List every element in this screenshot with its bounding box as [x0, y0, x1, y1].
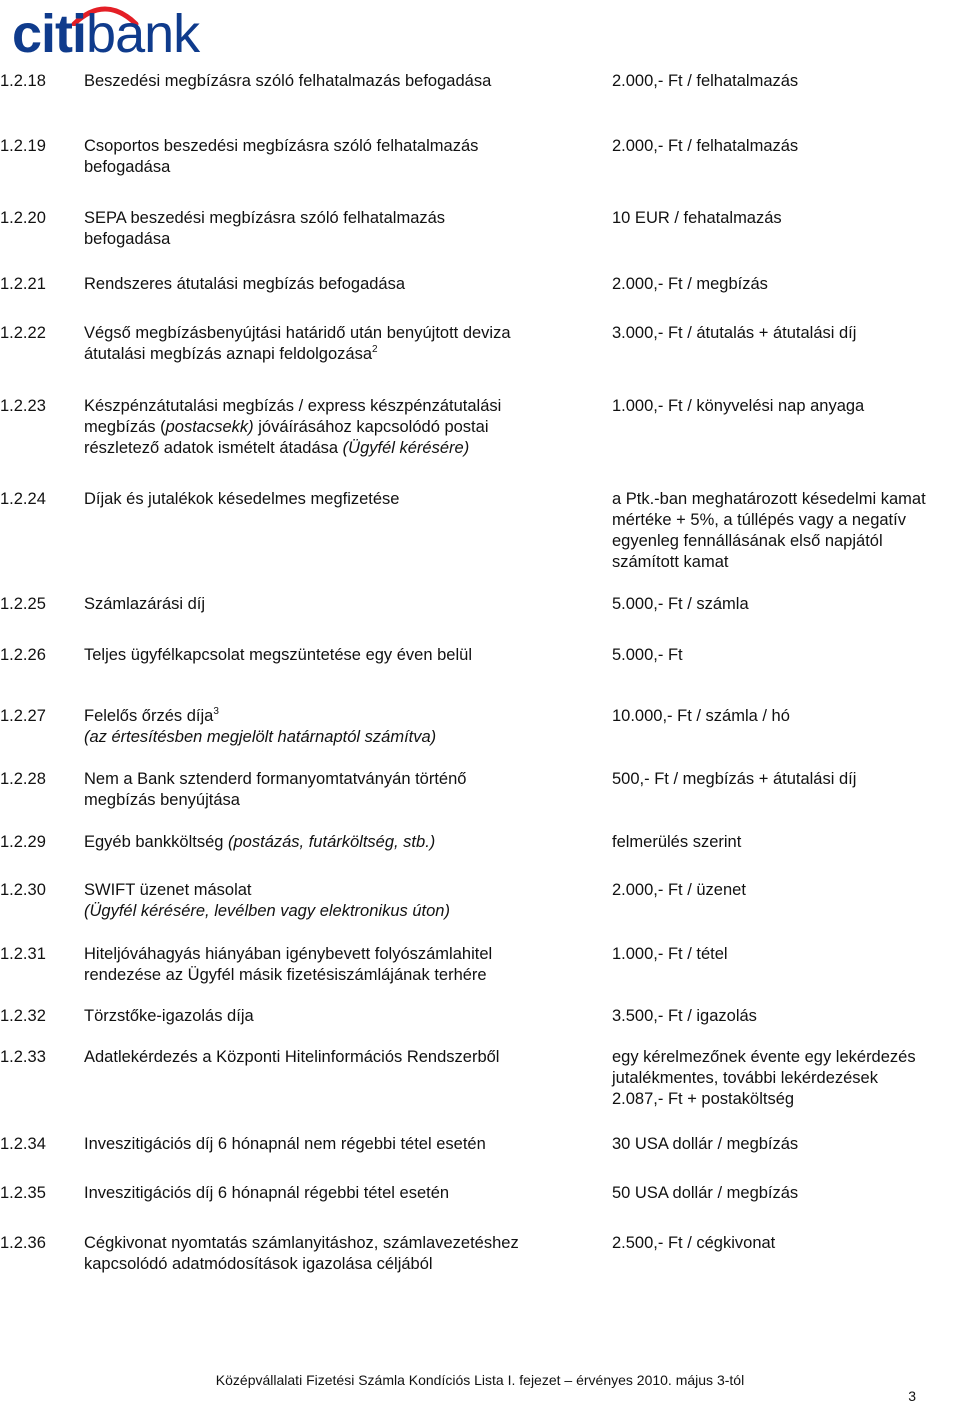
fee-line: 500,- Ft / megbízás + átutalási díj [612, 770, 857, 788]
description-line: Törzstőke-igazolás díja [84, 1007, 254, 1025]
row-number: 1.2.26 [0, 646, 46, 664]
row-number: 1.2.32 [0, 1007, 46, 1025]
row-fee [612, 1183, 960, 1204]
row-fee [612, 832, 960, 853]
description-line: Adatlekérdezés a Központi Hitelinformációs Rendszerből [84, 1048, 500, 1066]
footnote-marker: 3 [213, 706, 219, 717]
fee-line: 3.000,- Ft / átutalás + átutalási díj [612, 324, 857, 342]
description-italic: (az értesítésben megjelölt határnaptól számítva) [84, 728, 437, 746]
fee-line: mértéke + 5%, a túllépés vagy a negatív [612, 511, 906, 529]
row-number: 1.2.27 [0, 707, 46, 725]
description-line: Végső megbízásbenyújtási határidő után benyújtott deviza [84, 324, 511, 342]
row-number: 1.2.19 [0, 137, 46, 155]
fee-line: 2.000,- Ft / üzenet [612, 881, 746, 899]
row-number: 1.2.20 [0, 209, 46, 227]
row-fee [612, 880, 960, 901]
description-line: Hiteljóváhagyás hiányában igénybevett folyószámlahitel [84, 945, 493, 963]
row-description [84, 706, 584, 748]
row-description [84, 396, 584, 459]
description-line: Készpénzátutalási megbízás / express készpénzátutalási [84, 397, 502, 415]
page-footer: Középvállalati Fizetési Számla Kondíciós Lista I. fejezet – érvényes 2010. május 3-tól [215, 1372, 745, 1388]
description-line: Díjak és jutalékok késedelmes megfizetése [84, 490, 400, 508]
fee-line: 5.000,- Ft [612, 646, 683, 664]
row-number: 1.2.24 [0, 490, 46, 508]
description-line: Inveszitigációs díj 6 hónapnál nem régebbi tétel esetén [84, 1135, 486, 1153]
fee-line: 1.000,- Ft / könyvelési nap anyaga [612, 397, 865, 415]
row-description [84, 769, 584, 811]
description-line: Rendszeres átutalási megbízás befogadása [84, 275, 406, 293]
description-line: Nem a Bank sztenderd formanyomtatványán történő [84, 770, 467, 788]
fee-line: 3.500,- Ft / igazolás [612, 1007, 757, 1025]
row-fee [612, 594, 960, 615]
fee-line: a Ptk.-ban meghatározott késedelmi kamat [612, 490, 926, 508]
description-italic: postacsekk) [165, 418, 254, 436]
fee-line: felmerülés szerint [612, 833, 742, 851]
row-description [84, 136, 584, 178]
logo-bank: bank [86, 4, 200, 64]
fee-line: 2.000,- Ft / megbízás [612, 275, 768, 293]
row-number: 1.2.34 [0, 1135, 46, 1153]
row-number: 1.2.21 [0, 275, 46, 293]
description-line: SEPA beszedési megbízásra szóló felhatalmazás [84, 209, 446, 227]
row-number: 1.2.36 [0, 1234, 46, 1252]
row-fee [612, 274, 960, 295]
description-italic: (Ügyfél kérésére) [342, 439, 470, 457]
description-line: befogadása [84, 158, 171, 176]
row-fee [612, 323, 960, 344]
footnote-marker: 2 [372, 344, 378, 355]
fee-line: 1.000,- Ft / tétel [612, 945, 728, 963]
citibank-logo [12, 2, 212, 64]
row-fee [612, 396, 960, 417]
row-description [84, 594, 584, 615]
description-line: Csoportos beszedési megbízásra szóló felhatalmazás [84, 137, 479, 155]
description-line [84, 832, 584, 853]
fee-line: 2.000,- Ft / felhatalmazás [612, 137, 799, 155]
row-description [84, 832, 584, 853]
description-line: befogadása [84, 230, 171, 248]
description-line: Teljes ügyfélkapcsolat megszüntetése egy éven belül [84, 646, 472, 664]
row-number: 1.2.33 [0, 1048, 46, 1066]
description-line: megbízás benyújtása [84, 791, 240, 809]
row-fee [612, 1233, 960, 1254]
description-line [84, 344, 584, 365]
fee-line: 2.000,- Ft / felhatalmazás [612, 72, 799, 90]
row-number: 1.2.31 [0, 945, 46, 963]
row-description [84, 71, 584, 92]
row-number: 1.2.22 [0, 324, 46, 342]
description-text: részletező adatok ismételt átadása [84, 439, 343, 457]
description-line: kapcsolódó adatmódosítások igazolása céljából [84, 1255, 433, 1273]
row-fee [612, 769, 960, 790]
row-fee [612, 706, 960, 727]
description-line: rendezése az Ügyfél másik fizetésiszámlájának terhére [84, 966, 487, 984]
row-fee [612, 489, 960, 573]
row-number: 1.2.30 [0, 881, 46, 899]
description-text: Felelős őrzés díja [84, 707, 214, 725]
fee-line: 2.500,- Ft / cégkivonat [612, 1234, 776, 1252]
row-description [84, 645, 584, 666]
description-line [84, 438, 584, 459]
row-fee [612, 1047, 960, 1110]
description-line: Cégkivonat nyomtatás számlanyitáshoz, számlavezetéshez [84, 1234, 519, 1252]
row-number: 1.2.23 [0, 397, 46, 415]
description-line: Számlazárási díj [84, 595, 206, 613]
description-italic: (postázás, futárköltség, stb.) [228, 833, 436, 851]
description-line: SWIFT üzenet másolat [84, 881, 252, 899]
row-fee [612, 1134, 960, 1155]
row-description [84, 880, 584, 922]
fee-line: számított kamat [612, 553, 729, 571]
row-description [84, 1047, 584, 1068]
description-text: Egyéb bankköltség [84, 833, 229, 851]
row-number: 1.2.25 [0, 595, 46, 613]
fee-line: 2.087,- Ft + postaköltség [612, 1090, 795, 1108]
row-description [84, 208, 584, 250]
fee-line: egyenleg fennállásának első napjától [612, 532, 883, 550]
row-number: 1.2.29 [0, 833, 46, 851]
description-text: átutalási megbízás aznapi feldolgozása [84, 345, 373, 363]
fee-line: 30 USA dollár / megbízás [612, 1135, 799, 1153]
row-description [84, 274, 584, 295]
fee-line: 10 EUR / fehatalmazás [612, 209, 782, 227]
row-fee [612, 71, 960, 92]
logo-citi: citi [12, 4, 87, 64]
row-fee [612, 208, 960, 229]
row-description [84, 489, 584, 510]
row-fee [612, 645, 960, 666]
description-line [84, 706, 584, 727]
description-italic: (Ügyfél kérésére, levélben vagy elektronikus úton) [84, 902, 450, 920]
fee-line: 50 USA dollár / megbízás [612, 1184, 799, 1202]
description-line: Beszedési megbízásra szóló felhatalmazás befogadása [84, 72, 492, 90]
row-description [84, 1006, 584, 1027]
row-description [84, 1183, 584, 1204]
row-number: 1.2.28 [0, 770, 46, 788]
description-text: jóváírásához kapcsolódó postai [253, 418, 489, 436]
page-number: 3 [908, 1388, 916, 1404]
row-fee [612, 136, 960, 157]
row-fee [612, 1006, 960, 1027]
description-text: megbízás ( [84, 418, 166, 436]
row-description [84, 1233, 584, 1275]
fee-line: egy kérelmezőnek évente egy lekérdezés [612, 1048, 916, 1066]
row-description [84, 1134, 584, 1155]
row-description [84, 944, 584, 986]
fee-line: jutalékmentes, további lekérdezések [612, 1069, 878, 1087]
fee-line: 10.000,- Ft / számla / hó [612, 707, 790, 725]
fee-line: 5.000,- Ft / számla [612, 595, 749, 613]
description-line [84, 417, 584, 438]
row-number: 1.2.18 [0, 72, 46, 90]
row-fee [612, 944, 960, 965]
description-line: Inveszitigációs díj 6 hónapnál régebbi tétel esetén [84, 1184, 450, 1202]
row-description [84, 323, 584, 365]
row-number: 1.2.35 [0, 1184, 46, 1202]
